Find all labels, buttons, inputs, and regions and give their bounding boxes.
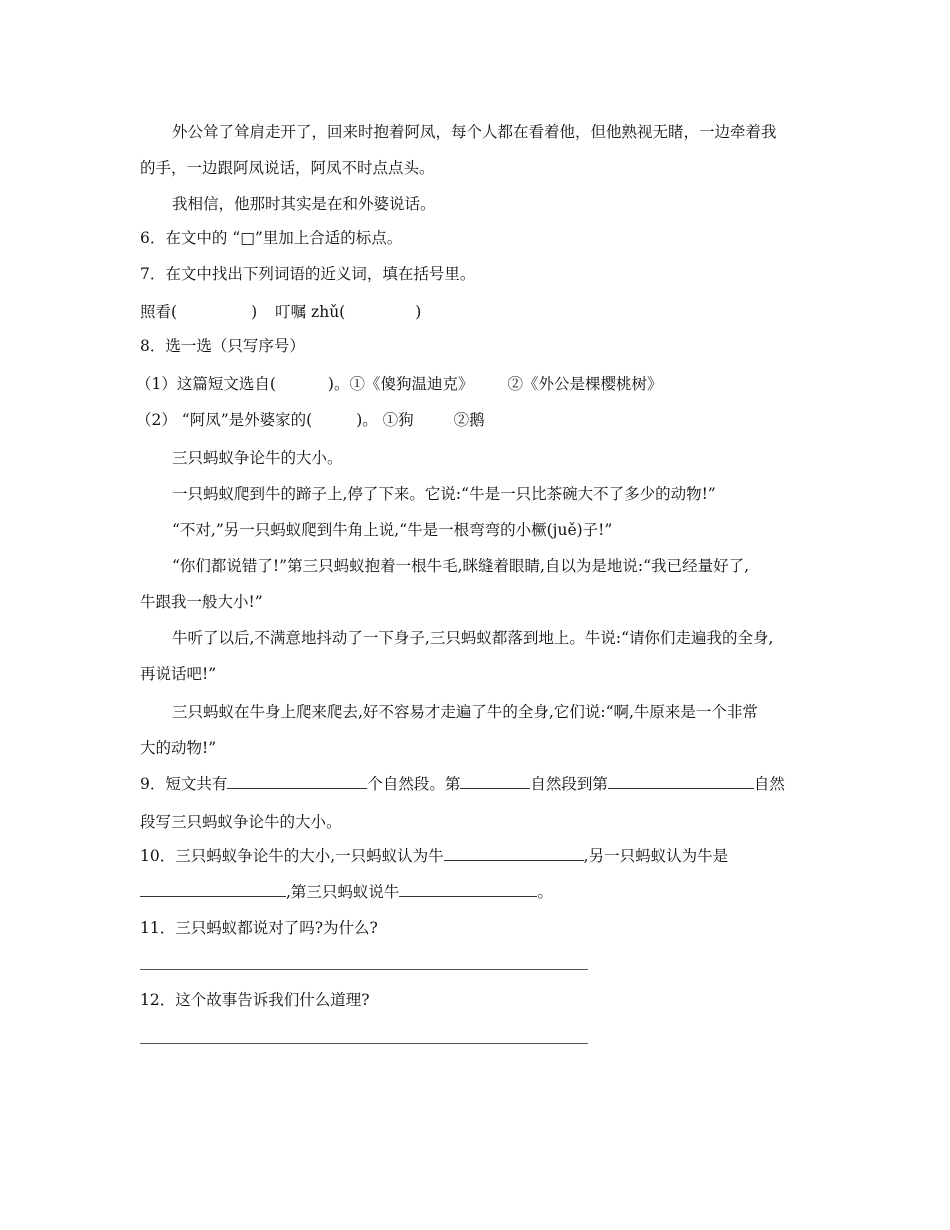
paragraph-line: 我相信，他那时其实是在和外婆说话。 [172,195,436,213]
question-10: 10．三只蚂蚁争论牛的大小,一只蚂蚁认为牛 ,另一只蚂蚁认为牛是 [140,847,729,865]
paragraph-line: 再说话吧!” [140,665,217,683]
answer-blank[interactable] [608,774,754,789]
answer-blank[interactable] [460,774,530,789]
answer-blank[interactable] [399,882,537,897]
paragraph-line: 一只蚂蚁爬到牛的蹄子上,停了下来。它说:“牛是一只比茶碗大不了多少的动物!” [172,485,716,503]
paragraph-line: 三只蚂蚁争论牛的大小。 [172,449,343,467]
question-8-sub-2: （2） “阿凤”是外婆家的( )。 ①狗 ②鹅 [136,411,485,429]
question-7-stem: 7．在文中找出下列词语的近义词，填在括号里。 [140,265,476,283]
paragraph-line: “不对,”另一只蚂蚁爬到牛角上说,“牛是一根弯弯的小橛(juě)子!” [172,521,613,539]
question-8-sub-1: （1）这篇短文选自( )。①《傻狗温迪克》 ②《外公是棵樱桃树》 [136,375,663,393]
answer-line[interactable] [140,969,588,970]
question-11: 11．三只蚂蚁都说对了吗?为什么? [140,919,378,937]
paragraph-line: 外公耸了耸肩走开了，回来时抱着阿凤，每个人都在看着他，但他熟视无睹，一边牵着我 [172,123,777,141]
paragraph-line: 牛听了以后,不满意地抖动了一下身子,三只蚂蚁都落到地上。牛说:“请你们走遍我的全身, [172,629,774,647]
question-10-cont: ,第三只蚂蚁说牛 。 [140,882,553,902]
question-9: 9．短文共有 个自然段。第 自然段到第 自然 [140,775,785,793]
word-2-label: 叮嘱 zhǔ( [275,303,346,321]
question-9-cont: 段写三只蚂蚁争论牛的大小。 [140,813,342,831]
word-1-label: 照看( [140,303,178,321]
question-12: 12．这个故事告诉我们什么道理? [140,991,370,1009]
answer-line[interactable] [140,1043,588,1044]
question-7-words: 照看( ) 叮嘱 zhǔ( ) [140,303,422,321]
paragraph-line: 牛跟我一般大小!” [140,593,263,611]
answer-blank[interactable] [227,774,367,789]
question-6: 6．在文中的 “□”里加上合适的标点。 [140,229,403,247]
answer-blank[interactable] [444,846,584,861]
question-8-stem: 8．选一选（只写序号） [140,337,305,355]
paragraph-line: 三只蚂蚁在牛身上爬来爬去,好不容易才走遍了牛的全身,它们说:“啊,牛原来是一个非常 [172,703,758,721]
answer-blank[interactable] [140,882,286,897]
paragraph-line: 大的动物!” [140,739,217,757]
paragraph-line: 的手，一边跟阿凤说话，阿凤不时点点头。 [140,159,435,177]
paragraph-line: “你们都说错了!”第三只蚂蚁抱着一根牛毛,眯缝着眼睛,自以为是地说:“我已经量好了, [172,557,750,575]
